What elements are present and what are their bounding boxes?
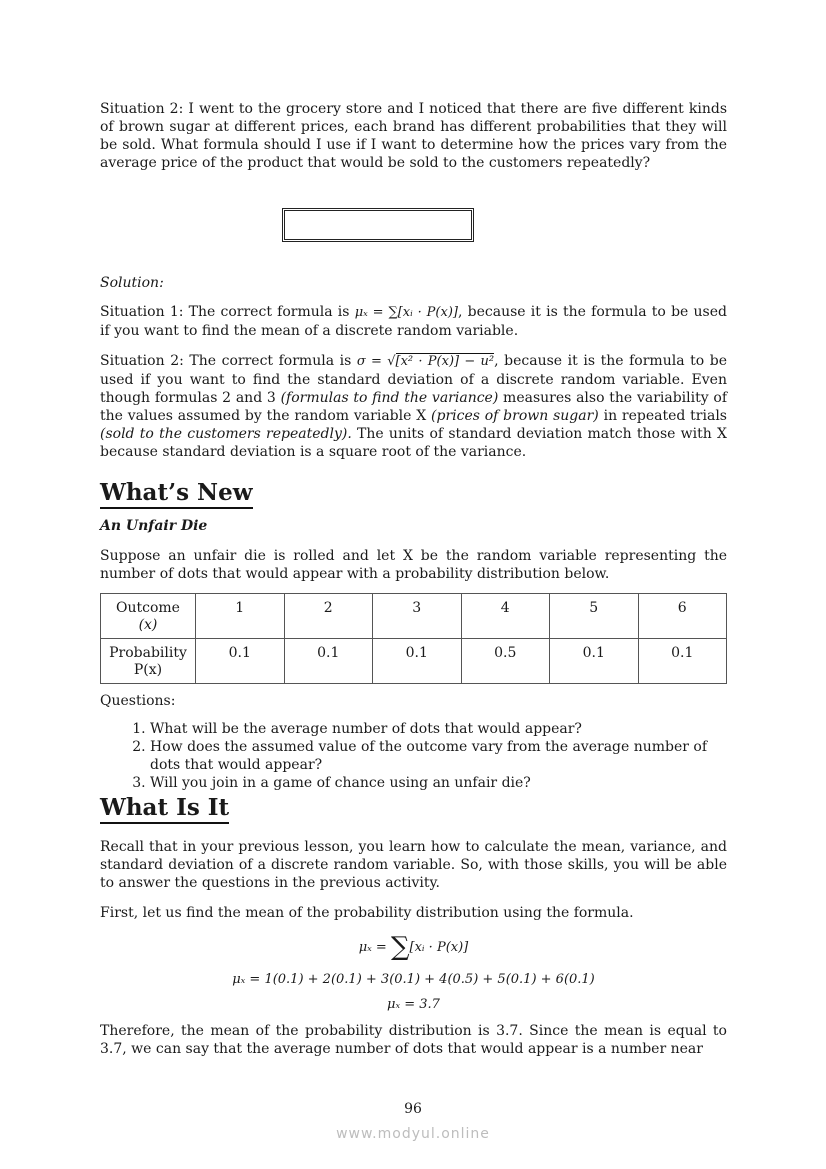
mean-computation: μₓ = 1(0.1) + 2(0.1) + 3(0.1) + 4(0.5) + 5(0.1) + 6(0.1) bbox=[232, 972, 595, 987]
probability-cell: 0.5 bbox=[461, 639, 550, 684]
mean-formula-inline: μₓ = ∑[xᵢ · P(x)] bbox=[354, 305, 458, 320]
section-title-what-is-it: What Is It bbox=[100, 794, 229, 824]
probability-cell: 0.1 bbox=[373, 639, 462, 684]
questions-list bbox=[100, 720, 727, 792]
outcome-cell: 6 bbox=[638, 594, 727, 639]
probability-cell: 0.1 bbox=[284, 639, 373, 684]
questions-label: Questions: bbox=[100, 693, 176, 709]
what-is-it-para3: Therefore, the mean of the probability distribution is 3.7. Since the mean is equal to 3.7, we can say that the average number of dots that would appear is a number near bbox=[100, 1023, 727, 1057]
outcome-cell: 5 bbox=[550, 594, 639, 639]
what-is-it-para2: First, let us find the mean of the probability distribution using the formula. bbox=[100, 905, 634, 921]
solution-label: Solution: bbox=[100, 275, 164, 291]
solution-situation1: Situation 1: The correct formula is μₓ = ∑[xᵢ · P(x)], because it is the formula to be used if you want to find the mean of a discrete random variable. bbox=[100, 304, 727, 339]
watermark: www.modyul.online bbox=[336, 1126, 490, 1142]
what-is-it-para1: Recall that in your previous lesson, you learn how to calculate the mean, variance, and standard deviation of a discrete random variable. So, with those skills, you will be able to answer the questions in the previous activity. bbox=[100, 839, 727, 891]
probability-distribution-table bbox=[100, 593, 727, 684]
list-item: 3. Will you join in a game of chance using an unfair die? bbox=[150, 774, 727, 792]
section-title-whats-new: What’s New bbox=[100, 479, 253, 509]
solution-situation2: Situation 2: The correct formula is σ = √[x² · P(x)] − u², because it is the formula to be used if you want to find the standard deviation of a discrete random variable. Even though formulas 2 and 3 (formulas to find the variance) measures also the variability of the values assumed by the random variable X (prices of brown sugar) in repeated trials (sold to the customers repeatedly). The units of standard deviation match those with X because standard deviation is a square root of the variance. bbox=[100, 353, 728, 460]
mean-formula: μₓ = ∑[xᵢ · P(x)] bbox=[358, 932, 469, 962]
std-dev-formula-inline: σ = √[x² · P(x)] − u² bbox=[356, 354, 495, 369]
outcome-header: Outcome (x) bbox=[101, 594, 196, 639]
list-item: 2. How does the assumed value of the outcome vary from the average number of dots that would appear? bbox=[150, 738, 727, 774]
subheading-unfair-die: An Unfair Die bbox=[100, 518, 208, 534]
probability-cell: 0.1 bbox=[550, 639, 639, 684]
unfair-die-intro: Suppose an unfair die is rolled and let X be the random variable representing the number of dots that would appear with a probability distribution below. bbox=[100, 548, 727, 582]
probability-cell: 0.1 bbox=[638, 639, 727, 684]
table-row bbox=[101, 594, 727, 639]
answer-box[interactable] bbox=[282, 208, 474, 242]
outcome-cell: 2 bbox=[284, 594, 373, 639]
table-row bbox=[101, 639, 727, 684]
outcome-cell: 3 bbox=[373, 594, 462, 639]
probability-header: Probability P(x) bbox=[101, 639, 196, 684]
list-item: 1. What will be the average number of dots that would appear? bbox=[150, 720, 727, 738]
page-number: 96 bbox=[404, 1101, 422, 1117]
outcome-cell: 4 bbox=[461, 594, 550, 639]
mean-result: μₓ = 3.7 bbox=[387, 997, 440, 1012]
probability-cell: 0.1 bbox=[196, 639, 285, 684]
page-content bbox=[100, 100, 727, 1058]
outcome-cell: 1 bbox=[196, 594, 285, 639]
situation2-question: Situation 2: I went to the grocery store and I noticed that there are five different kinds of brown sugar at different prices, each brand has different probabilities that they will be sold. What formula should I use if I want to determine how the prices vary from the average price of the product that would be sold to the customers repeatedly? bbox=[100, 101, 727, 171]
